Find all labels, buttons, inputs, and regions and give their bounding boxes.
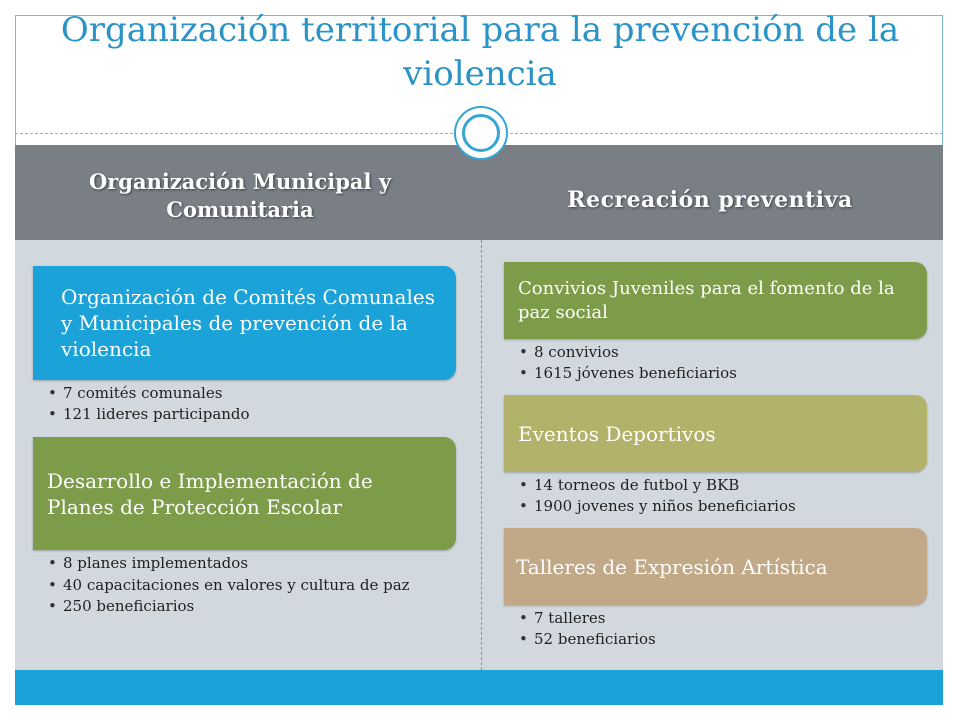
left-section-1-bullets xyxy=(48,383,448,425)
left-section-2-bullets xyxy=(48,553,433,617)
right-section-1-heading: Convivios Juveniles para el fomento de la paz social xyxy=(518,277,895,323)
left-section-2-heading-box xyxy=(33,437,456,550)
circle-ornament-icon xyxy=(454,106,508,160)
list-item: • 7 comités comunales xyxy=(48,383,448,404)
list-item: • 14 torneos de futbol y BKB xyxy=(519,475,919,496)
list-item: • 1615 jóvenes beneficiarios xyxy=(519,363,919,384)
slide-title: Organización territorial para la prevención de la violencia xyxy=(60,10,900,94)
right-section-1-bullets xyxy=(519,342,919,384)
right-section-3-heading-box xyxy=(504,528,927,605)
bottom-band xyxy=(15,670,943,705)
left-section-2-heading: Desarrollo e Implementación de Planes de Protección Escolar xyxy=(47,468,373,519)
left-column-header: Organización Municipal y Comunitaria xyxy=(88,169,392,222)
right-section-3-heading: Talleres de Expresión Artística xyxy=(516,554,828,579)
list-item: • 121 lideres participando xyxy=(48,404,448,425)
list-item: • 52 beneficiarios xyxy=(519,629,919,650)
list-item: • 8 planes implementados xyxy=(48,553,433,574)
right-section-2-bullets xyxy=(519,475,919,517)
right-section-2-heading: Eventos Deportivos xyxy=(518,421,716,446)
right-section-1-heading-box xyxy=(504,262,927,339)
list-item: • 8 convivios xyxy=(519,342,919,363)
list-item: • 1900 jovenes y niños beneficiarios xyxy=(519,496,919,517)
list-item: • 250 beneficiarios xyxy=(48,596,433,617)
column-separator xyxy=(481,240,482,670)
right-section-3-bullets xyxy=(519,608,919,650)
list-item: • 40 capacitaciones en valores y cultura de paz xyxy=(48,576,433,594)
left-section-1-heading: Organización de Comités Comunales y Municipales de prevención de la violencia xyxy=(61,285,435,361)
left-section-1-heading-box xyxy=(33,266,456,380)
right-column-header: Recreación preventiva xyxy=(567,187,853,213)
list-item: • 7 talleres xyxy=(519,608,919,629)
right-section-2-heading-box xyxy=(504,395,927,472)
